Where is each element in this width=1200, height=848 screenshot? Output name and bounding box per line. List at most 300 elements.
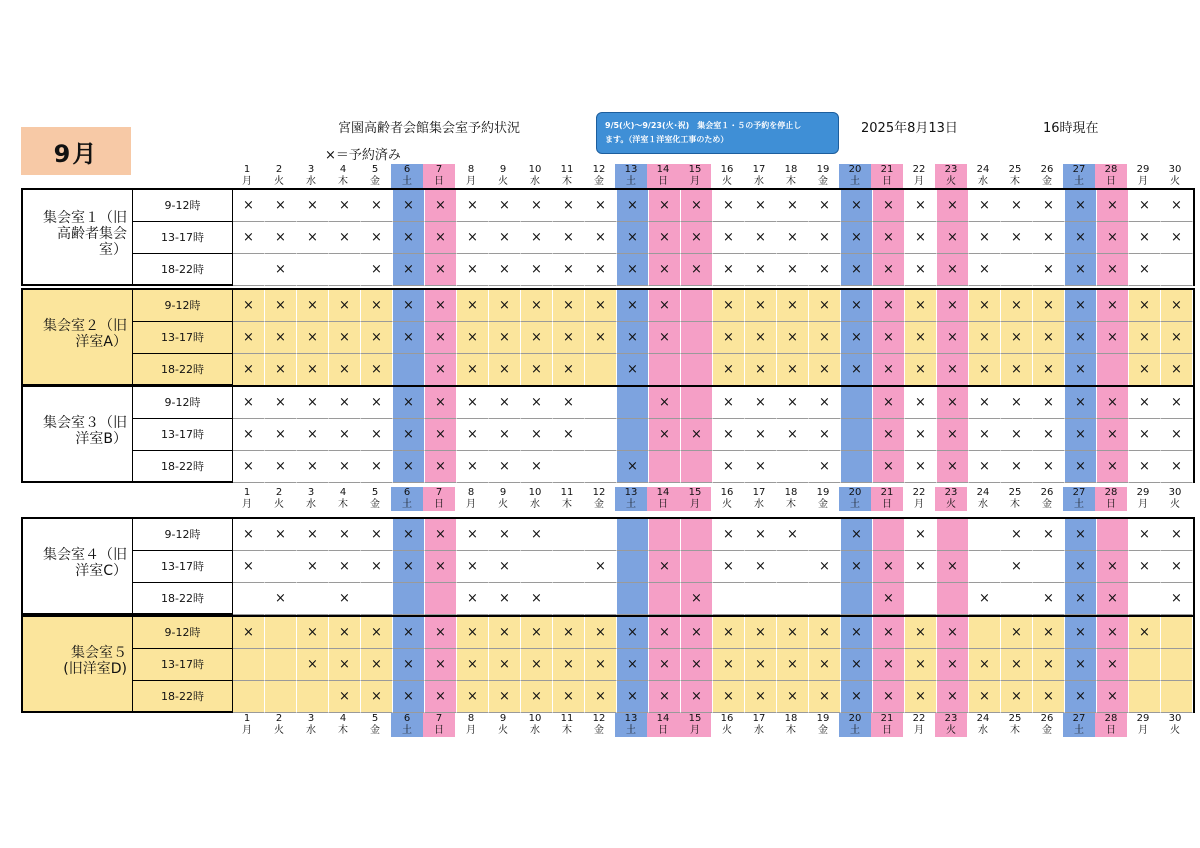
reservation-cell[interactable] [809, 583, 841, 615]
reservation-cell[interactable] [393, 419, 425, 451]
reservation-cell[interactable] [521, 681, 553, 713]
reservation-cell[interactable] [553, 254, 585, 286]
reservation-cell[interactable] [521, 583, 553, 615]
reservation-cell[interactable] [361, 519, 393, 551]
reservation-cell[interactable] [937, 290, 969, 322]
reservation-cell[interactable] [361, 451, 393, 483]
reservation-cell[interactable] [1129, 451, 1161, 483]
reservation-cell[interactable] [1001, 290, 1033, 322]
reservation-cell[interactable] [713, 551, 745, 583]
reservation-cell[interactable] [457, 419, 489, 451]
reservation-cell[interactable] [681, 354, 713, 386]
reservation-cell[interactable] [1161, 519, 1193, 551]
reservation-cell[interactable] [969, 222, 1001, 254]
reservation-cell[interactable] [713, 354, 745, 386]
reservation-cell[interactable] [489, 451, 521, 483]
reservation-cell[interactable] [681, 419, 713, 451]
reservation-cell[interactable] [1097, 354, 1129, 386]
reservation-cell[interactable] [649, 290, 681, 322]
reservation-cell[interactable] [745, 254, 777, 286]
reservation-cell[interactable] [873, 190, 905, 222]
reservation-cell[interactable] [1001, 649, 1033, 681]
reservation-cell[interactable] [233, 322, 265, 354]
reservation-cell[interactable] [265, 387, 297, 419]
reservation-cell[interactable] [777, 222, 809, 254]
reservation-cell[interactable] [777, 451, 809, 483]
reservation-cell[interactable] [905, 190, 937, 222]
reservation-cell[interactable] [585, 519, 617, 551]
reservation-cell[interactable] [457, 551, 489, 583]
reservation-cell[interactable] [521, 419, 553, 451]
reservation-cell[interactable] [233, 551, 265, 583]
reservation-cell[interactable] [745, 617, 777, 649]
reservation-cell[interactable] [1161, 551, 1193, 583]
reservation-cell[interactable] [1097, 387, 1129, 419]
reservation-cell[interactable] [489, 519, 521, 551]
reservation-cell[interactable] [969, 354, 1001, 386]
reservation-cell[interactable] [457, 387, 489, 419]
reservation-cell[interactable] [457, 519, 489, 551]
reservation-cell[interactable] [745, 649, 777, 681]
reservation-cell[interactable] [1033, 322, 1065, 354]
reservation-cell[interactable] [1065, 583, 1097, 615]
reservation-cell[interactable] [745, 519, 777, 551]
reservation-cell[interactable] [233, 419, 265, 451]
reservation-cell[interactable] [1033, 681, 1065, 713]
reservation-cell[interactable] [393, 583, 425, 615]
reservation-cell[interactable] [841, 354, 873, 386]
reservation-cell[interactable] [425, 322, 457, 354]
reservation-cell[interactable] [617, 451, 649, 483]
reservation-cell[interactable] [425, 617, 457, 649]
reservation-cell[interactable] [521, 354, 553, 386]
reservation-cell[interactable] [585, 322, 617, 354]
reservation-cell[interactable] [777, 583, 809, 615]
reservation-cell[interactable] [1129, 551, 1161, 583]
reservation-cell[interactable] [585, 551, 617, 583]
reservation-cell[interactable] [265, 354, 297, 386]
reservation-cell[interactable] [1001, 254, 1033, 286]
reservation-cell[interactable] [809, 681, 841, 713]
reservation-cell[interactable] [585, 190, 617, 222]
reservation-cell[interactable] [329, 583, 361, 615]
reservation-cell[interactable] [1161, 322, 1193, 354]
reservation-cell[interactable] [969, 583, 1001, 615]
reservation-cell[interactable] [585, 451, 617, 483]
reservation-cell[interactable] [233, 583, 265, 615]
reservation-cell[interactable] [617, 649, 649, 681]
reservation-cell[interactable] [905, 419, 937, 451]
reservation-cell[interactable] [489, 290, 521, 322]
reservation-cell[interactable] [393, 190, 425, 222]
reservation-cell[interactable] [713, 387, 745, 419]
reservation-cell[interactable] [233, 354, 265, 386]
reservation-cell[interactable] [425, 354, 457, 386]
reservation-cell[interactable] [1033, 419, 1065, 451]
reservation-cell[interactable] [1129, 322, 1161, 354]
reservation-cell[interactable] [265, 419, 297, 451]
reservation-cell[interactable] [809, 190, 841, 222]
reservation-cell[interactable] [233, 451, 265, 483]
reservation-cell[interactable] [553, 583, 585, 615]
reservation-cell[interactable] [649, 519, 681, 551]
reservation-cell[interactable] [233, 617, 265, 649]
reservation-cell[interactable] [873, 519, 905, 551]
reservation-cell[interactable] [937, 254, 969, 286]
reservation-cell[interactable] [1065, 649, 1097, 681]
reservation-cell[interactable] [809, 222, 841, 254]
reservation-cell[interactable] [329, 354, 361, 386]
reservation-cell[interactable] [649, 190, 681, 222]
reservation-cell[interactable] [553, 681, 585, 713]
reservation-cell[interactable] [1033, 387, 1065, 419]
reservation-cell[interactable] [777, 649, 809, 681]
reservation-cell[interactable] [233, 290, 265, 322]
reservation-cell[interactable] [777, 519, 809, 551]
reservation-cell[interactable] [425, 290, 457, 322]
reservation-cell[interactable] [585, 681, 617, 713]
reservation-cell[interactable] [361, 387, 393, 419]
reservation-cell[interactable] [553, 519, 585, 551]
reservation-cell[interactable] [329, 617, 361, 649]
reservation-cell[interactable] [425, 551, 457, 583]
reservation-cell[interactable] [1001, 617, 1033, 649]
reservation-cell[interactable] [425, 649, 457, 681]
reservation-cell[interactable] [713, 519, 745, 551]
reservation-cell[interactable] [841, 451, 873, 483]
reservation-cell[interactable] [585, 649, 617, 681]
reservation-cell[interactable] [329, 387, 361, 419]
reservation-cell[interactable] [457, 681, 489, 713]
reservation-cell[interactable] [425, 190, 457, 222]
reservation-cell[interactable] [265, 519, 297, 551]
reservation-cell[interactable] [393, 322, 425, 354]
reservation-cell[interactable] [745, 551, 777, 583]
reservation-cell[interactable] [489, 387, 521, 419]
reservation-cell[interactable] [1129, 419, 1161, 451]
reservation-cell[interactable] [649, 354, 681, 386]
reservation-cell[interactable] [489, 419, 521, 451]
reservation-cell[interactable] [969, 519, 1001, 551]
reservation-cell[interactable] [361, 681, 393, 713]
reservation-cell[interactable] [265, 617, 297, 649]
reservation-cell[interactable] [1161, 649, 1193, 681]
reservation-cell[interactable] [969, 681, 1001, 713]
reservation-cell[interactable] [905, 681, 937, 713]
reservation-cell[interactable] [489, 222, 521, 254]
reservation-cell[interactable] [873, 322, 905, 354]
reservation-cell[interactable] [617, 387, 649, 419]
reservation-cell[interactable] [1129, 617, 1161, 649]
reservation-cell[interactable] [1001, 190, 1033, 222]
reservation-cell[interactable] [681, 649, 713, 681]
reservation-cell[interactable] [297, 354, 329, 386]
reservation-cell[interactable] [777, 254, 809, 286]
reservation-cell[interactable] [489, 322, 521, 354]
reservation-cell[interactable] [841, 649, 873, 681]
reservation-cell[interactable] [745, 222, 777, 254]
reservation-cell[interactable] [617, 681, 649, 713]
reservation-cell[interactable] [713, 451, 745, 483]
reservation-cell[interactable] [969, 551, 1001, 583]
reservation-cell[interactable] [905, 583, 937, 615]
reservation-cell[interactable] [521, 387, 553, 419]
reservation-cell[interactable] [457, 354, 489, 386]
reservation-cell[interactable] [297, 519, 329, 551]
reservation-cell[interactable] [905, 290, 937, 322]
reservation-cell[interactable] [969, 290, 1001, 322]
reservation-cell[interactable] [841, 519, 873, 551]
reservation-cell[interactable] [265, 290, 297, 322]
reservation-cell[interactable] [745, 190, 777, 222]
reservation-cell[interactable] [649, 451, 681, 483]
reservation-cell[interactable] [1033, 222, 1065, 254]
reservation-cell[interactable] [393, 254, 425, 286]
reservation-cell[interactable] [937, 583, 969, 615]
reservation-cell[interactable] [809, 451, 841, 483]
reservation-cell[interactable] [553, 190, 585, 222]
reservation-cell[interactable] [745, 419, 777, 451]
reservation-cell[interactable] [329, 451, 361, 483]
reservation-cell[interactable] [297, 254, 329, 286]
reservation-cell[interactable] [265, 222, 297, 254]
reservation-cell[interactable] [873, 681, 905, 713]
reservation-cell[interactable] [873, 387, 905, 419]
reservation-cell[interactable] [1065, 419, 1097, 451]
reservation-cell[interactable] [457, 649, 489, 681]
reservation-cell[interactable] [841, 387, 873, 419]
reservation-cell[interactable] [745, 322, 777, 354]
reservation-cell[interactable] [937, 551, 969, 583]
reservation-cell[interactable] [297, 451, 329, 483]
reservation-cell[interactable] [489, 617, 521, 649]
reservation-cell[interactable] [937, 617, 969, 649]
reservation-cell[interactable] [649, 222, 681, 254]
reservation-cell[interactable] [553, 451, 585, 483]
reservation-cell[interactable] [425, 583, 457, 615]
reservation-cell[interactable] [1065, 551, 1097, 583]
reservation-cell[interactable] [425, 222, 457, 254]
reservation-cell[interactable] [617, 519, 649, 551]
reservation-cell[interactable] [265, 451, 297, 483]
reservation-cell[interactable] [937, 222, 969, 254]
reservation-cell[interactable] [617, 617, 649, 649]
reservation-cell[interactable] [265, 254, 297, 286]
reservation-cell[interactable] [1161, 222, 1193, 254]
reservation-cell[interactable] [521, 190, 553, 222]
reservation-cell[interactable] [905, 322, 937, 354]
reservation-cell[interactable] [1097, 551, 1129, 583]
reservation-cell[interactable] [713, 290, 745, 322]
reservation-cell[interactable] [1161, 419, 1193, 451]
reservation-cell[interactable] [873, 419, 905, 451]
reservation-cell[interactable] [521, 617, 553, 649]
reservation-cell[interactable] [777, 617, 809, 649]
reservation-cell[interactable] [1129, 354, 1161, 386]
reservation-cell[interactable] [809, 322, 841, 354]
reservation-cell[interactable] [393, 451, 425, 483]
reservation-cell[interactable] [361, 419, 393, 451]
reservation-cell[interactable] [1033, 617, 1065, 649]
reservation-cell[interactable] [777, 190, 809, 222]
reservation-cell[interactable] [1033, 649, 1065, 681]
reservation-cell[interactable] [265, 322, 297, 354]
reservation-cell[interactable] [393, 222, 425, 254]
reservation-cell[interactable] [649, 649, 681, 681]
reservation-cell[interactable] [457, 222, 489, 254]
reservation-cell[interactable] [361, 254, 393, 286]
reservation-cell[interactable] [937, 322, 969, 354]
reservation-cell[interactable] [361, 190, 393, 222]
reservation-cell[interactable] [1065, 322, 1097, 354]
reservation-cell[interactable] [393, 387, 425, 419]
reservation-cell[interactable] [681, 519, 713, 551]
reservation-cell[interactable] [489, 681, 521, 713]
reservation-cell[interactable] [1129, 519, 1161, 551]
reservation-cell[interactable] [1001, 583, 1033, 615]
reservation-cell[interactable] [809, 290, 841, 322]
reservation-cell[interactable] [393, 681, 425, 713]
reservation-cell[interactable] [937, 649, 969, 681]
reservation-cell[interactable] [329, 222, 361, 254]
reservation-cell[interactable] [329, 519, 361, 551]
reservation-cell[interactable] [489, 190, 521, 222]
reservation-cell[interactable] [585, 354, 617, 386]
reservation-cell[interactable] [713, 617, 745, 649]
reservation-cell[interactable] [1065, 222, 1097, 254]
reservation-cell[interactable] [841, 322, 873, 354]
reservation-cell[interactable] [1065, 387, 1097, 419]
reservation-cell[interactable] [937, 519, 969, 551]
reservation-cell[interactable] [585, 419, 617, 451]
reservation-cell[interactable] [873, 649, 905, 681]
reservation-cell[interactable] [233, 254, 265, 286]
reservation-cell[interactable] [649, 551, 681, 583]
reservation-cell[interactable] [457, 254, 489, 286]
reservation-cell[interactable] [521, 222, 553, 254]
reservation-cell[interactable] [809, 519, 841, 551]
reservation-cell[interactable] [1161, 583, 1193, 615]
reservation-cell[interactable] [1065, 290, 1097, 322]
reservation-cell[interactable] [489, 551, 521, 583]
reservation-cell[interactable] [457, 451, 489, 483]
reservation-cell[interactable] [1033, 354, 1065, 386]
reservation-cell[interactable] [1065, 681, 1097, 713]
reservation-cell[interactable] [841, 419, 873, 451]
reservation-cell[interactable] [649, 419, 681, 451]
reservation-cell[interactable] [1001, 354, 1033, 386]
reservation-cell[interactable] [905, 519, 937, 551]
reservation-cell[interactable] [1033, 519, 1065, 551]
reservation-cell[interactable] [329, 254, 361, 286]
reservation-cell[interactable] [681, 551, 713, 583]
reservation-cell[interactable] [937, 419, 969, 451]
reservation-cell[interactable] [393, 551, 425, 583]
reservation-cell[interactable] [1033, 583, 1065, 615]
reservation-cell[interactable] [681, 681, 713, 713]
reservation-cell[interactable] [329, 681, 361, 713]
reservation-cell[interactable] [1001, 451, 1033, 483]
reservation-cell[interactable] [1097, 322, 1129, 354]
reservation-cell[interactable] [553, 290, 585, 322]
reservation-cell[interactable] [1097, 190, 1129, 222]
reservation-cell[interactable] [649, 387, 681, 419]
reservation-cell[interactable] [361, 583, 393, 615]
reservation-cell[interactable] [425, 254, 457, 286]
reservation-cell[interactable] [841, 617, 873, 649]
reservation-cell[interactable] [649, 617, 681, 649]
reservation-cell[interactable] [425, 451, 457, 483]
reservation-cell[interactable] [1161, 451, 1193, 483]
reservation-cell[interactable] [489, 254, 521, 286]
reservation-cell[interactable] [841, 290, 873, 322]
reservation-cell[interactable] [233, 519, 265, 551]
reservation-cell[interactable] [681, 387, 713, 419]
reservation-cell[interactable] [1097, 681, 1129, 713]
reservation-cell[interactable] [681, 322, 713, 354]
reservation-cell[interactable] [841, 681, 873, 713]
reservation-cell[interactable] [713, 322, 745, 354]
reservation-cell[interactable] [1001, 222, 1033, 254]
reservation-cell[interactable] [617, 419, 649, 451]
reservation-cell[interactable] [233, 190, 265, 222]
reservation-cell[interactable] [297, 551, 329, 583]
reservation-cell[interactable] [777, 354, 809, 386]
reservation-cell[interactable] [649, 583, 681, 615]
reservation-cell[interactable] [713, 254, 745, 286]
reservation-cell[interactable] [713, 419, 745, 451]
reservation-cell[interactable] [361, 290, 393, 322]
reservation-cell[interactable] [297, 649, 329, 681]
reservation-cell[interactable] [905, 222, 937, 254]
reservation-cell[interactable] [745, 583, 777, 615]
reservation-cell[interactable] [905, 451, 937, 483]
reservation-cell[interactable] [873, 222, 905, 254]
reservation-cell[interactable] [233, 649, 265, 681]
reservation-cell[interactable] [553, 419, 585, 451]
reservation-cell[interactable] [361, 649, 393, 681]
reservation-cell[interactable] [1065, 190, 1097, 222]
reservation-cell[interactable] [521, 451, 553, 483]
reservation-cell[interactable] [361, 354, 393, 386]
reservation-cell[interactable] [617, 290, 649, 322]
reservation-cell[interactable] [1161, 254, 1193, 286]
reservation-cell[interactable] [425, 387, 457, 419]
reservation-cell[interactable] [681, 254, 713, 286]
reservation-cell[interactable] [969, 254, 1001, 286]
reservation-cell[interactable] [585, 290, 617, 322]
reservation-cell[interactable] [457, 583, 489, 615]
reservation-cell[interactable] [393, 354, 425, 386]
reservation-cell[interactable] [1001, 519, 1033, 551]
reservation-cell[interactable] [1065, 254, 1097, 286]
reservation-cell[interactable] [937, 451, 969, 483]
reservation-cell[interactable] [1129, 254, 1161, 286]
reservation-cell[interactable] [649, 681, 681, 713]
reservation-cell[interactable] [937, 681, 969, 713]
reservation-cell[interactable] [1161, 617, 1193, 649]
reservation-cell[interactable] [681, 617, 713, 649]
reservation-cell[interactable] [1129, 222, 1161, 254]
reservation-cell[interactable] [265, 649, 297, 681]
reservation-cell[interactable] [777, 551, 809, 583]
reservation-cell[interactable] [553, 222, 585, 254]
reservation-cell[interactable] [585, 583, 617, 615]
reservation-cell[interactable] [969, 451, 1001, 483]
reservation-cell[interactable] [1097, 254, 1129, 286]
reservation-cell[interactable] [681, 190, 713, 222]
reservation-cell[interactable] [681, 451, 713, 483]
